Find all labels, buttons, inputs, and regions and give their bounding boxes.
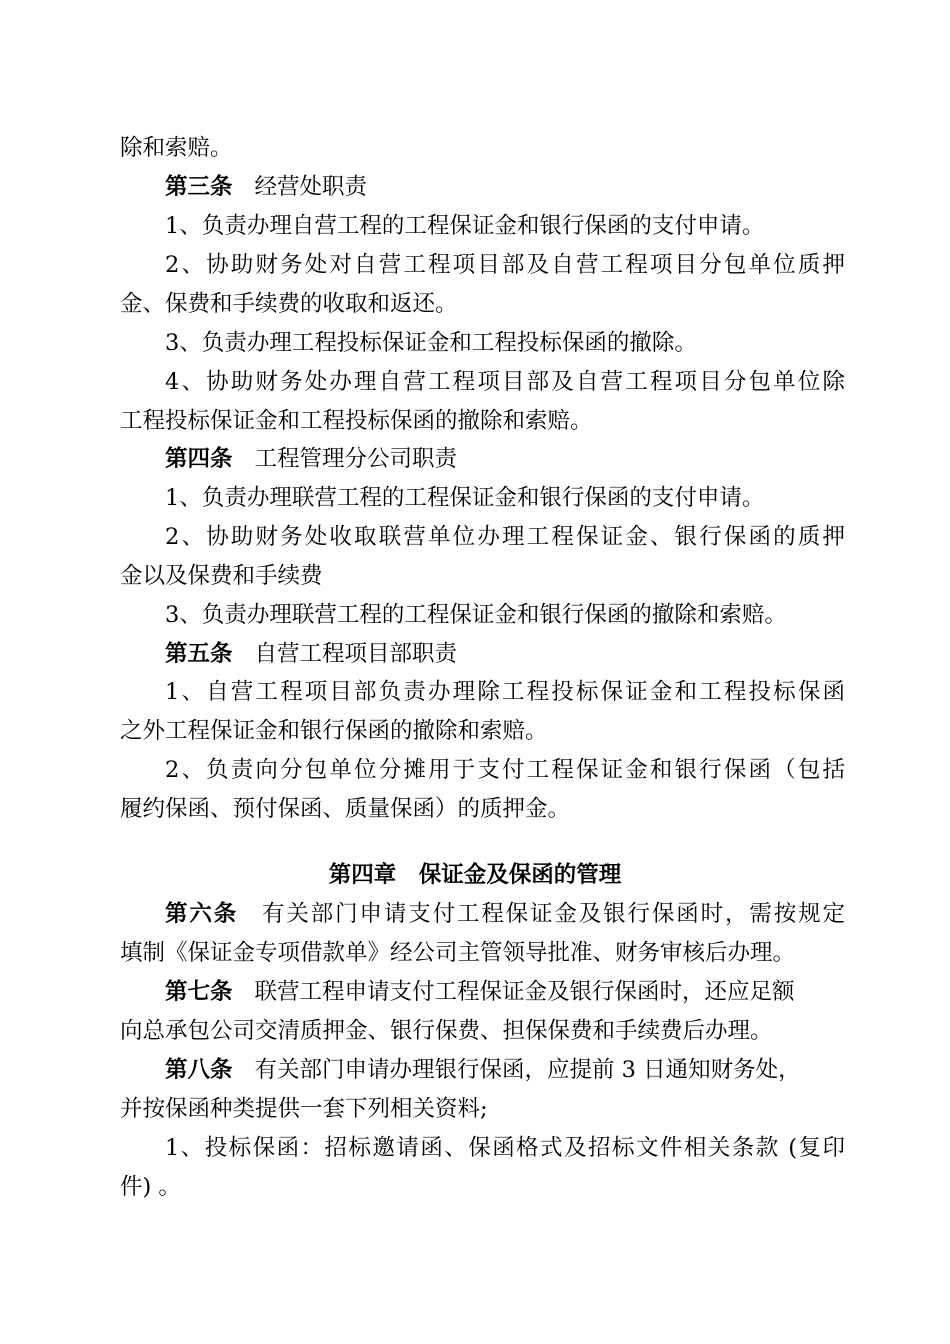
text-line: 金以及保费和手续费 [120, 563, 323, 589]
text-line: 1、自营工程项目部负责办理除工程投标保证金和工程投标保函 [165, 679, 845, 705]
text-line: 2、协助财务处对自营工程项目部及自营工程项目分包单位质押 [165, 252, 845, 278]
text-line: 件) 。 [120, 1174, 181, 1200]
text-line: 向总承包公司交清质押金、银行保费、担保保费和手续费后办理。 [120, 1018, 773, 1044]
article-subject: 工程管理分公司职责 [254, 446, 458, 472]
text-line: 1、负责办理联营工程的工程保证金和银行保函的支付申请。 [165, 485, 765, 511]
text-line: 2、协助财务处收取联营单位办理工程保证金、银行保函的质押 [165, 524, 845, 550]
text-line: 工程投标保证金和工程投标保函的撤除和索赔。 [120, 408, 593, 434]
article-heading [165, 977, 795, 1007]
article-heading [165, 1055, 801, 1085]
text-line: 除和索赔。 [120, 135, 233, 161]
text-line: 2、负责向分包单位分摊用于支付工程保证金和银行保函（包括 [165, 757, 845, 783]
article-body: 联营工程申请支付工程保证金及银行保函时，还应足额 [254, 979, 795, 1005]
article-heading [165, 444, 457, 474]
text-line: 3、负责办理联营工程的工程保证金和银行保函的撤除和索赔。 [165, 602, 787, 628]
article-heading [165, 899, 845, 929]
text-line: 1、负责办理自营工程的工程保证金和银行保函的支付申请。 [165, 213, 765, 239]
text-line: 履约保函、预付保函、质量保函）的质押金。 [120, 796, 571, 822]
text-line: 4、协助财务处办理自营工程项目部及自营工程项目分包单位除 [165, 369, 845, 395]
article-number: 第三条 [165, 174, 233, 200]
article-number: 第四条 [165, 446, 233, 472]
article-number: 第八条 [165, 1057, 233, 1083]
article-heading [165, 639, 457, 669]
article-number: 第五条 [165, 641, 233, 667]
text-line: 1、投标保函：招标邀请函、保函格式及招标文件相关条款 (复印 [165, 1135, 845, 1161]
text-line: 3、负责办理工程投标保证金和工程投标保函的撤除。 [165, 330, 697, 356]
article-body: 有关部门申请办理银行保函，应提前 3 日通知财务处， [254, 1057, 801, 1083]
article-heading [165, 172, 367, 202]
text-line: 填制《保证金专项借款单》经公司主管领导批准、财务审核后办理。 [120, 940, 796, 966]
text-line: 之外工程保证金和银行保函的撤除和索赔。 [120, 718, 548, 744]
article-body: 有关部门申请支付工程保证金及银行保函时，需按规定 [260, 901, 845, 927]
text-line: 金、保费和手续费的收取和返还。 [120, 291, 458, 317]
article-number: 第七条 [165, 979, 233, 1005]
text-line: 并按保函种类提供一套下列相关资料; [120, 1096, 488, 1122]
article-subject: 自营工程项目部职责 [254, 641, 458, 667]
article-number: 第六条 [165, 901, 239, 927]
article-subject: 经营处职责 [254, 174, 368, 200]
chapter-heading: 第四章 保证金及保函的管理 [328, 862, 622, 888]
